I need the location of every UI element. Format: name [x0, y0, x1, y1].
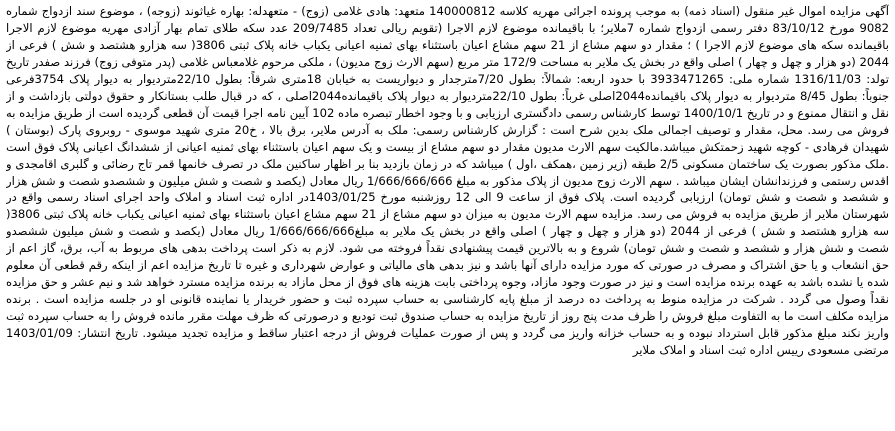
auction-notice-text: آگهی مزایده اموال غیر منقول (اسناد ذمه) به موجب پرونده اجرائی مهریه کلاسه 140000812 متعهد: هادی غلامی (زوج) - متعهدله: بهاره غیاثوند (زوجه) ، موضوع سند ازدواج شماره 9082 مورخ 83/10/12 دفتر رسمی ازدواج شماره 7ملایر؛ با باقیمانده موضوع لازم الاجرا (تقویم ریالی تعداد 209/7485 عدد سکه طلای تمام بهار آزادی مهریه موضوع لازم الاجرا باقیمانده سکه های موضوع لازم الاجرا ) ؛ مقدار دو سهم مشاع از 21 سهم مشاع اعیان باستثناء بهای ثمنیه اعیانی یکباب خانه پلاک ثبتی 3806( سه هزارو هشتصد و شش ) فرعی از 2044 (دو هزار و چهل و چهار ) اصلی واقع در بخش یک ملایر به مساحت 172/9 متر مربع (سهم الارث زوج مدیون) ، ملکی مرحوم غلامعباس غلامی (پدر متوفی زوج) فرزند صفدر تاریخ تولد: 1316/11/03 شماره ملی: 3933471265 با حدود اربعه: شمالاً: بطول 7/20مترجدار و دیواریست به خیابان 18متری شرقاً: بطول 22/10متردیوار به دیوار پلاک 3754فرعی جنوباً: بطول 8/45 متردیوار به دیوار پلاک باقیمانده2044اصلی غرباً: بطول 22/10متردیوار به دیوار پلاک باقیمانده2044اصلی ، که در قبال طلب بستانکار و حقوق دولتی بازداشت و از نقل و انتقال ممنوع و در تاریخ 1400/10/1 توسط کارشناس رسمی دادگستری ارزیابی و با وجود اخطار تبصره ماده 102 آیین نامه اجرا قیمت آن قطعی گردیده است از طریق مزایده به فروش می رسد. محل، مقدار و توصیف اجمالی ملک بدین شرح است : گزارش کارشناس رسمی: ملک به آدرس ملایر، برق بالا ، خ20 متری شهید موسوی - روبروی پارک (بوستان ) شهیدان فرهادی - کوچه شهید زحمتکش میباشد.مالکیت سهم الارث مدیون مقدار دو سهم مشاع از بیست و یک سهم اعیان باستثناء بهای ثمنیه اعیانی از ششدانگ اعیانی پلاک فوق است .ملک مذکور بصورت یک ساختمان مسکونی 2/5 طبقه (زیر زمین ،همکف ،اول ) میباشد که در زمان بازدید بنا بر اظهار ساکنین ملک در تصرف خانمها قمر تاج رضائی و گلبری اقامجدی و اقدس رستمی و فرزندانشان ایشان میباشد . سهم الارث زوج مدیون از پلاک مذکور به مبلغ 1/666/666/666 ریال معادل (یکصد و شصت و شش میلیون و ششصدو شصت و شش هزار و ششصد و شصت و شش تومان) ارزیابی گردیده است. پلاک فوق از ساعت 9 الی 12 روزشنبه مورخ 1403/01/25در اداره ثبت اسناد و املاک واحد اجرای اسناد رسمی واقع در شهرستان ملایر از طریق مزایده به فروش می رسد. مزایده سهم الارث مدیون به میزان دو سهم مشاع از 21 سهم مشاع اعیان باستثناء بهای ثمنیه اعیانی یکباب خانه پلاک ثبتی 3806( سه هزارو هشتصد و شش ) فرعی از 2044 (دو هزار و چهل و چهار ) اصلی واقع در بخش یک ملایر به مبلغ1/666/666/666 ریال معادل (یکصد و شصت و شش میلیون ششصدو شصت و شش هزار و ششصد و شصت و شش تومان) شروع و به بالاترین قیمت پیشنهادی نقداً فروخته می شود. لازم به ذکر است پرداخت بدهی های مربوط به آب، برق، گاز اعم از حق انشعاب و یا حق اشتراک و مصرف در صورتی که مورد مزایده دارای آنها باشد و نیز بدهی های مالیاتی و عوارض شهرداری و غیره تا تاریخ مزایده اعم از اینکه رقم قطعی آن معلوم شده یا نشده باشد به عهده برنده مزایده است و نیز در صورت وجود مازاد، وجوه پرداختی بابت هزینه های فوق از محل مازاد به برنده مزایده مسترد خواهد شد و نیم عشر و حق مزایده نقداً وصول می گردد . شرکت در مزایده منوط به پرداخت ده درصد از مبلغ پایه کارشناسی به حساب سپرده ثبت و حضور خریدار یا نماینده قانونی او در جلسه مزایده است . برنده مزایده مکلف است ما به التفاوت مبلغ فروش را ظرف مدت پنج روز از تاریخ مزایده به حساب صندوق ثبت تودیع و درصورتی که ظرف مهلت مقرر مانده فروش را به حساب سپرده ثبت واریز نکند مبلغ مذکور قابل استرداد نبوده و به حساب خزانه واریز می گردد و پس از صورت عملیات فروش از درجه اعتبار ساقط و مزایده تجدید میشود. تاریخ انتشار: 1403/01/09 مرتضی مسعودی رییس اداره ثبت اسناد و املاک ملایر: [6, 4, 889, 358]
auction-notice: [6, 3, 889, 428]
